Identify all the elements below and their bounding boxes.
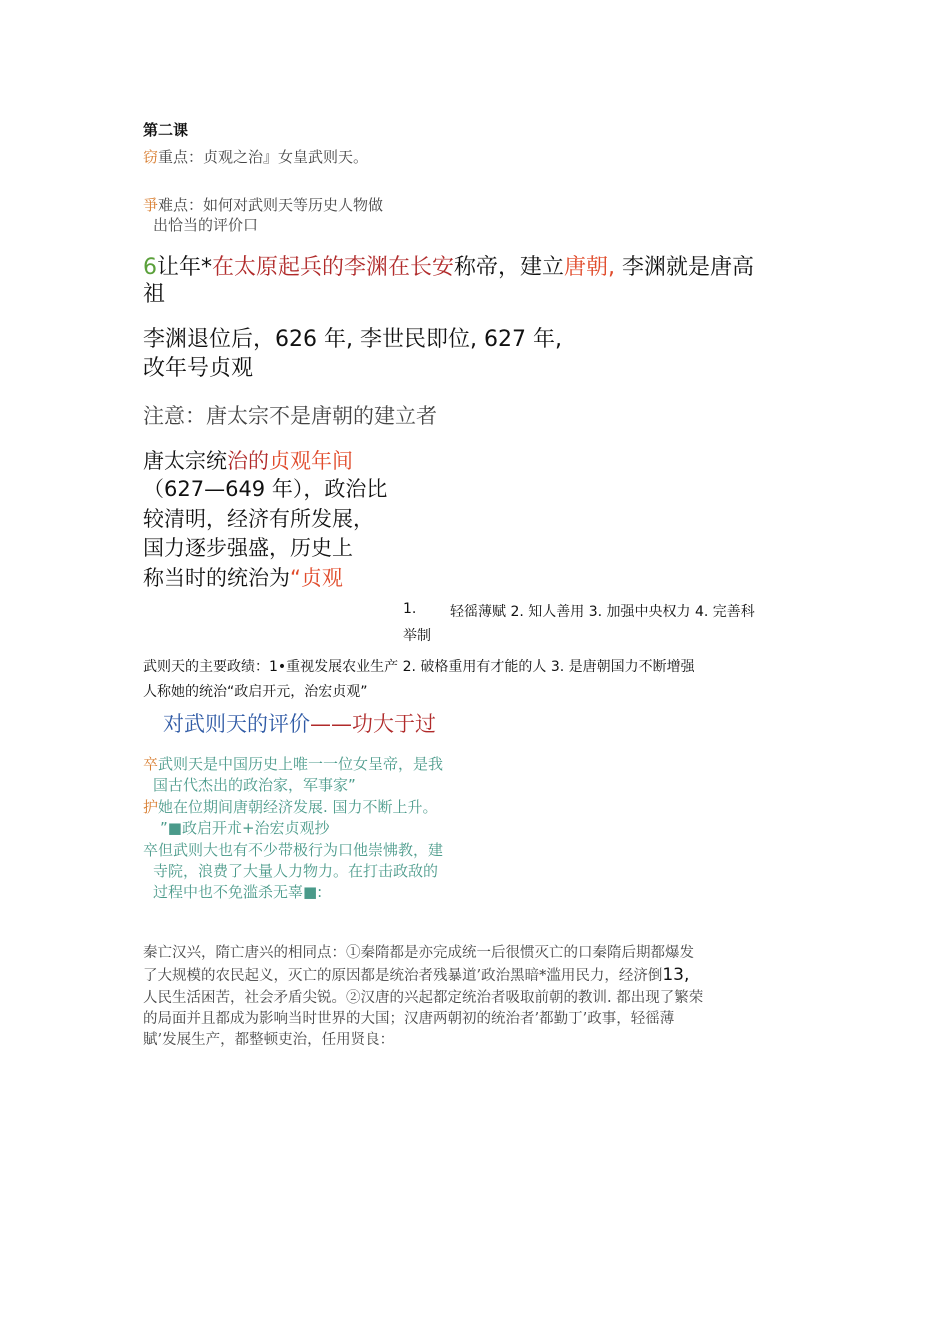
comparison-line2-text: 了大规模的农民起义，灭亡的原因都是统治者残暴道’政治黑暗*滥用民力，经济倒: [143, 968, 663, 984]
measures-line1: 轻徭薄赋 2. 知人善用 3. 加强中央权力 4. 完善科: [450, 604, 755, 620]
eval-point-3-marker: 卒: [143, 841, 159, 859]
zhenguan-line2: （627—649 年），政治比: [143, 477, 388, 501]
eval-point-3: [143, 839, 443, 860]
comparison-line4: 的局面并且都成为影响当时世界的大国；汉唐两朝初的统治者’都勤丁’政事，轻徭薄: [143, 1011, 675, 1027]
difficulty-text-line1: 难点：如何对武则天等历史人物做: [158, 196, 384, 214]
measures-line2: 举制: [403, 628, 431, 644]
eval-point-2-line2: ”■政启开朮+治宏贞观抄: [160, 819, 330, 837]
difficulty-marker: 爭: [143, 196, 159, 214]
zhenguan-l1c: 贞观年间: [269, 449, 353, 473]
tang-founding-number: 6: [143, 255, 157, 280]
wu-policies-line1: 武则天的主要政绩：1•重视发展农业生产 2. 破格重用有才能的人 3. 是唐朝国力不断增强: [143, 659, 695, 675]
wu-policies-line2: 人称她的统治“政启开元，治宏贞观”: [143, 684, 368, 700]
tang-founding-part-d: 唐朝,: [564, 255, 616, 280]
evaluation-heading: [163, 708, 436, 738]
tang-founding-part-a: 让年*: [157, 255, 213, 280]
comparison-line2: [143, 964, 689, 985]
eval-point-2-line1: 她在位期间唐朝经济发展. 国力不断上升。: [158, 798, 438, 816]
li-shimin-line1: 李渊退位后，626 年, 李世民即位, 627 年,: [143, 327, 562, 352]
eval-point-1-marker: 卒: [143, 755, 159, 773]
tang-founding-part-c: 称帝，建立: [454, 255, 565, 280]
tang-founding-part-e: 李渊就是唐高: [615, 255, 755, 280]
eval-point-1: [143, 753, 443, 774]
zhenguan-line1: [143, 445, 353, 475]
eval-point-1-line2: 国古代杰出的政治家，军事家”: [153, 776, 356, 794]
zhenguan-line3: 较清明，经济有所发展，: [143, 507, 374, 531]
evaluation-heading-b: ——功大于过: [310, 712, 436, 736]
note-line: 注意：唐太宗不是唐朝的建立者: [143, 404, 437, 428]
zhenguan-l5b: “贞观: [290, 566, 343, 590]
eval-point-3-line1: 但武则大也有不少带极行为口他崇怫教，建: [158, 841, 444, 859]
key-point-marker: 窃: [143, 148, 159, 166]
eval-point-3-line2: 寺院，浪费了大量人力物力。在打击政敌的: [153, 862, 439, 880]
lesson-title: 第二课: [143, 121, 189, 139]
measures-number: 1.: [403, 601, 417, 617]
key-point-text: 重点：贞观之治』女皇武则天。: [158, 148, 369, 166]
key-point: [143, 146, 368, 167]
difficulty-text-line2: 出恰当的评价口: [153, 216, 259, 234]
comparison-line1: 秦亡汉兴，隋亡唐兴的相同点：①秦隋都是亦完成统一后很惯灭亡的口秦隋后期都爆发: [143, 945, 694, 961]
zhenguan-l1a: 唐太宗统: [143, 449, 227, 473]
tang-founding-part-b: 在太原起兵的李渊在长安: [212, 255, 455, 280]
zhenguan-l1b: 治的: [227, 449, 269, 473]
tang-founding-paragraph: [143, 250, 754, 281]
eval-point-2-marker: 护: [143, 798, 159, 816]
eval-point-2: [143, 796, 438, 817]
eval-point-1-line1: 武则天是中国历史上唯一一位女呈帝，是我: [158, 755, 444, 773]
comparison-line2-number: 13,: [662, 965, 690, 985]
zhenguan-l5a: 称当时的统治为: [143, 566, 290, 590]
zhenguan-line4: 国力逐步强盛，历史上: [143, 536, 353, 560]
zhenguan-line5: [143, 562, 343, 592]
evaluation-heading-a: 对武则天的评价: [163, 712, 310, 736]
tang-founding-line2: 祖: [143, 282, 166, 307]
eval-point-3-line3: 过程中也不免滥杀无辜■:: [153, 883, 323, 901]
comparison-line3: 人民生活困苦，社会矛盾尖锐。②汉唐的兴起都定统治者吸取前朝的教训. 都出现了繁荣: [143, 990, 704, 1006]
li-shimin-line2: 改年号贞观: [143, 356, 254, 381]
comparison-line5: 賦’发展生产，都整顿吏治，任用贤良：: [143, 1032, 395, 1048]
difficulty-point: [143, 194, 383, 215]
